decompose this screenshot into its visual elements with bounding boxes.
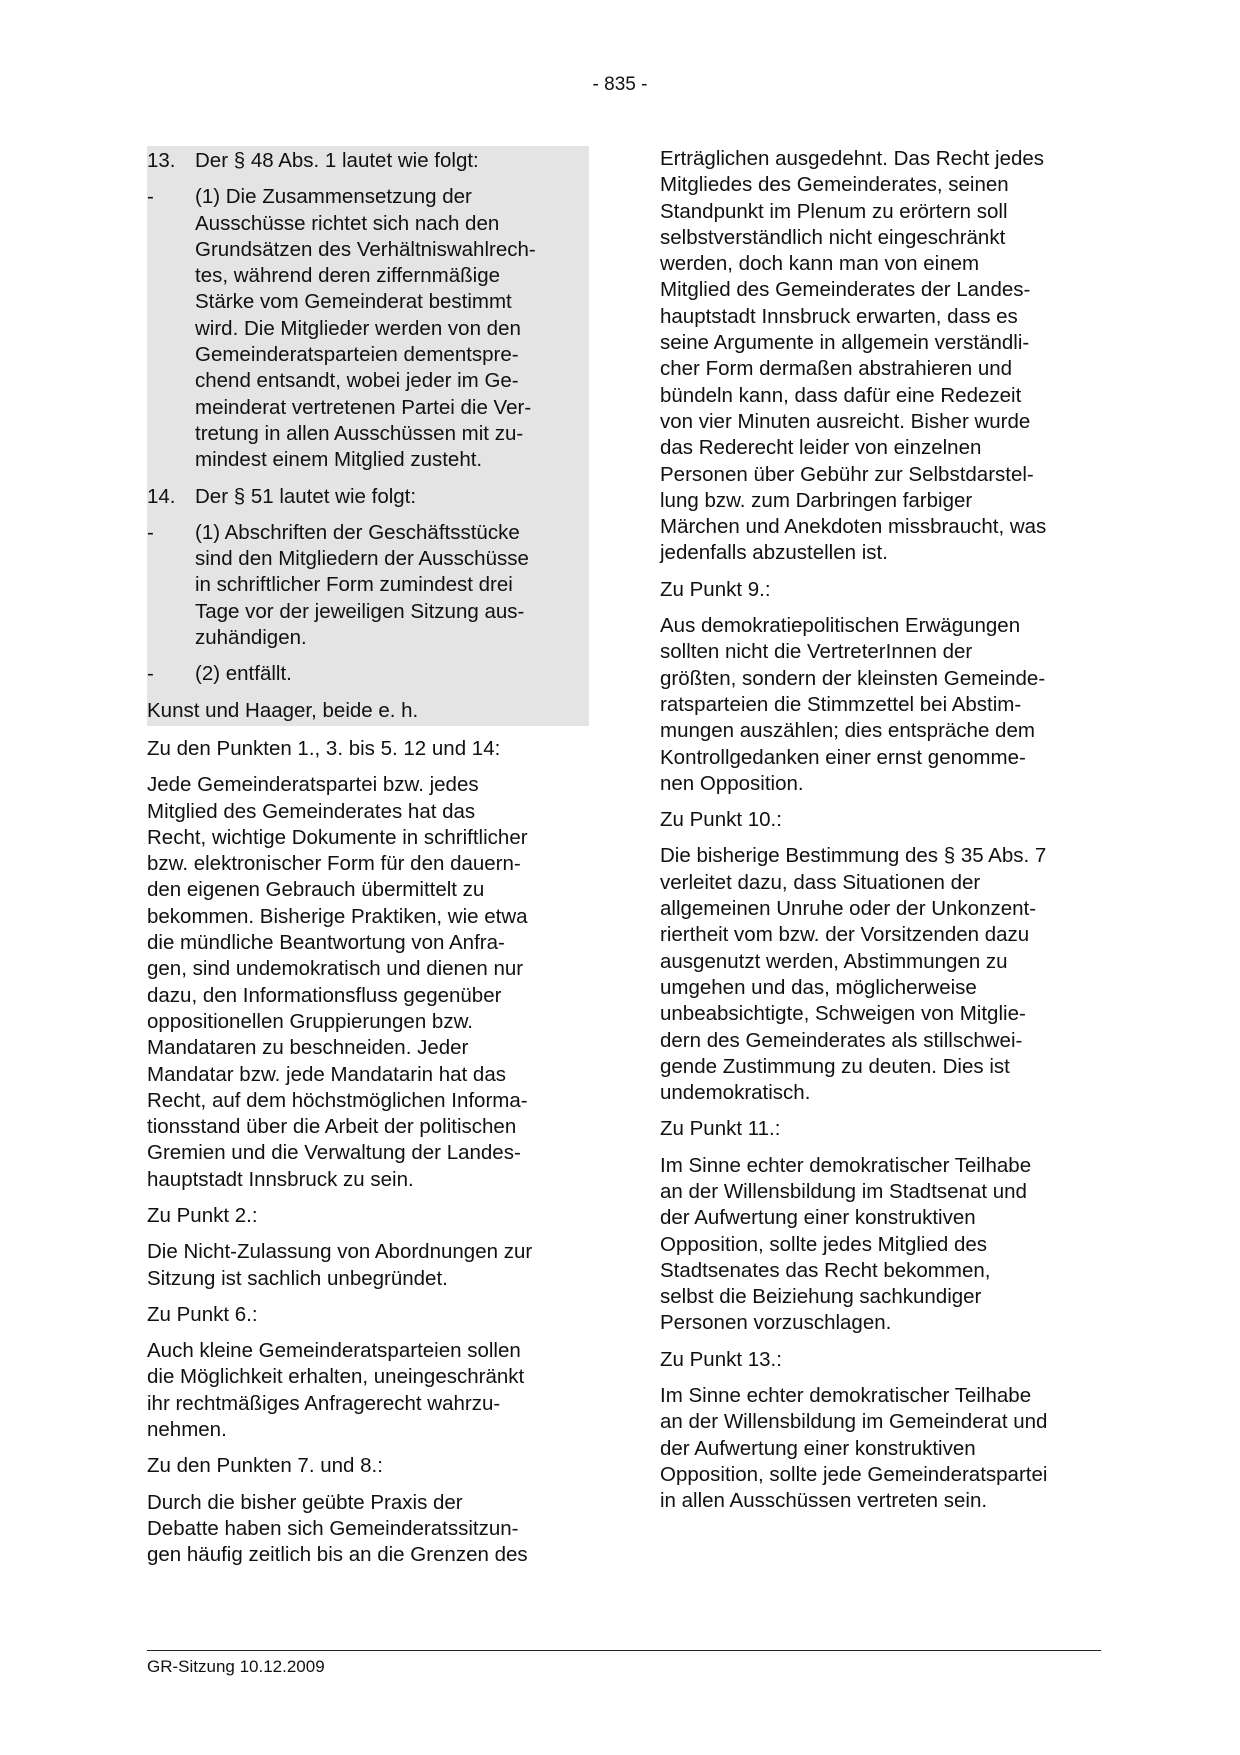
text-line: lung bzw. zum Darbringen farbiger xyxy=(660,488,973,512)
footer-divider xyxy=(147,1650,1101,1651)
text-line: bekommen. Bisherige Praktiken, wie etwa xyxy=(147,904,528,928)
text-line: Im Sinne echter demokratischer Teilhabe xyxy=(660,1153,1032,1177)
section-heading: Zu Punkt 9.: xyxy=(660,577,771,601)
text-line: Auch kleine Gemeinderatsparteien sollen xyxy=(147,1339,521,1363)
list-text: (2) entfällt. xyxy=(195,662,292,686)
text-line: zuhändigen. xyxy=(195,626,307,650)
signature: Kunst und Haager, beide e. h. xyxy=(147,698,419,722)
text-line: Mandataren zu beschneiden. Jeder xyxy=(147,1036,469,1060)
paragraph xyxy=(147,1490,589,1569)
text-line: hauptstadt Innsbruck zu sein. xyxy=(147,1167,414,1191)
text-line: der Aufwertung einer konstruktiven xyxy=(660,1206,976,1230)
text-line: allgemeinen Unruhe oder der Unkonzent- xyxy=(660,897,1037,921)
section-heading: Zu den Punkten 7. und 8.: xyxy=(147,1454,383,1478)
text-line: ausgenutzt werden, Abstimmungen zu xyxy=(660,949,1008,973)
list-text: Der § 48 Abs. 1 lautet wie folgt: xyxy=(195,149,479,172)
text-line: meinderat vertretenen Partei die Ver- xyxy=(195,395,532,419)
left-column xyxy=(147,146,589,1579)
text-line: nen Opposition. xyxy=(660,771,804,795)
text-line: hauptstadt Innsbruck erwarten, dass es xyxy=(660,304,1018,328)
text-line: Gremien und die Verwaltung der Landes- xyxy=(147,1141,521,1165)
dash-marker: - xyxy=(147,185,154,209)
text-line: tretung in allen Ausschüssen mit zu- xyxy=(195,421,524,445)
text-line: ihr rechtmäßiges Anfragerecht wahrzu- xyxy=(147,1391,501,1415)
proposal-block xyxy=(147,146,589,726)
section-heading: Zu Punkt 13.: xyxy=(660,1347,782,1371)
text-line: riertheit vom bzw. der Vorsitzenden dazu xyxy=(660,923,1030,947)
text-line: cher Form dermaßen abstrahieren und xyxy=(660,357,1013,381)
paragraph xyxy=(660,1153,1100,1337)
text-line: werden, doch kann man von einem xyxy=(660,252,980,276)
text-line: größten, sondern der kleinsten Gemeinde- xyxy=(660,666,1046,690)
right-column xyxy=(660,146,1100,1525)
text-line: den eigenen Gebrauch übermittelt zu xyxy=(147,878,485,902)
text-line: an der Willensbildung im Gemeinderat und xyxy=(660,1410,1048,1434)
text-line: tes, während deren ziffernmäßige xyxy=(195,264,501,288)
text-line: Jede Gemeinderatspartei bzw. jedes xyxy=(147,773,479,797)
section-heading: Zu Punkt 11.: xyxy=(660,1117,781,1141)
text-line: dern des Gemeinderates als stillschwei- xyxy=(660,1028,1023,1052)
text-line: dazu, den Informationsfluss gegenüber xyxy=(147,983,502,1007)
text-line: Erträglichen ausgedehnt. Das Recht jedes xyxy=(660,147,1045,170)
list-item-13-sub xyxy=(147,184,589,473)
text-line: Aus demokratiepolitischen Erwägungen xyxy=(660,614,1021,638)
paragraph xyxy=(660,843,1100,1106)
text-line: undemokratisch. xyxy=(660,1081,811,1105)
paragraph xyxy=(660,146,1100,567)
text-line: Durch die bisher geübte Praxis der xyxy=(147,1490,463,1514)
text-line: Debatte haben sich Gemeinderatssitzun- xyxy=(147,1516,519,1540)
text-line: Kontrollgedanken einer ernst genomme- xyxy=(660,745,1026,769)
text-line: Ausschüsse richtet sich nach den xyxy=(195,211,500,235)
text-line: (1) Die Zusammensetzung der xyxy=(195,185,472,209)
section-heading: Zu den Punkten 1., 3. bis 5. 12 und 14: xyxy=(147,736,501,760)
text-line: Die bisherige Bestimmung des § 35 Abs. 7 xyxy=(660,844,1047,868)
text-line: Stärke vom Gemeinderat bestimmt xyxy=(195,290,512,314)
text-line: Personen vorzuschlagen. xyxy=(660,1311,892,1335)
paragraph xyxy=(660,1383,1100,1514)
text-line: selbstverständlich nicht eingeschränkt xyxy=(660,225,1006,249)
text-line: Opposition, sollte jedes Mitglied des xyxy=(660,1232,988,1256)
text-line: oppositionellen Gruppierungen bzw. xyxy=(147,1009,473,1033)
text-line: an der Willensbildung im Stadtsenat und xyxy=(660,1179,1027,1203)
text-line: der Aufwertung einer konstruktiven xyxy=(660,1436,976,1460)
paragraph xyxy=(147,1239,589,1292)
text-line: Recht, auf dem höchstmöglichen Informa- xyxy=(147,1088,528,1112)
text-line: unbeabsichtigte, Schweigen von Mitglie- xyxy=(660,1002,1026,1026)
text-line: Mitgliedes des Gemeinderates, seinen xyxy=(660,173,1009,197)
footer-text: GR-Sitzung 10.12.2009 xyxy=(147,1657,325,1676)
text-line: sollten nicht die VertreterInnen der xyxy=(660,640,973,664)
text-line: in allen Ausschüssen vertreten sein. xyxy=(660,1489,988,1513)
text-line: chend entsandt, wobei jeder im Ge- xyxy=(195,369,519,393)
text-line: Recht, wichtige Dokumente in schriftlicher xyxy=(147,825,528,849)
text-line: Grundsätzen des Verhältniswahlrech- xyxy=(195,237,536,261)
text-line: gende Zustimmung zu deuten. Dies ist xyxy=(660,1054,1010,1078)
text-line: nehmen. xyxy=(147,1418,227,1442)
text-line: von vier Minuten ausreicht. Bisher wurde xyxy=(660,409,1031,433)
text-line: tionsstand über die Arbeit der politischen xyxy=(147,1115,517,1139)
text-line: Märchen und Anekdoten missbraucht, was xyxy=(660,515,1047,539)
list-text xyxy=(195,184,589,473)
text-line: Opposition, sollte jede Gemeinderatspartei xyxy=(660,1462,1048,1486)
text-line: gen, sind undemokratisch und dienen nur xyxy=(147,957,524,981)
list-marker: 13. xyxy=(147,149,176,172)
text-line: Personen über Gebühr zur Selbstdarstel- xyxy=(660,462,1034,486)
text-line: Sitzung ist sachlich unbegründet. xyxy=(147,1266,448,1290)
list-marker: 14. xyxy=(147,484,176,508)
dash-marker: - xyxy=(147,520,154,544)
paragraph xyxy=(147,772,589,1193)
dash-marker: - xyxy=(147,662,154,686)
text-line: Standpunkt im Plenum zu erörtern soll xyxy=(660,199,1008,223)
text-line: gen häufig zeitlich bis an die Grenzen des xyxy=(147,1543,528,1567)
text-line: Im Sinne echter demokratischer Teilhabe xyxy=(660,1384,1032,1408)
text-line: ratsparteien die Stimmzettel bei Abstim- xyxy=(660,692,1022,716)
text-line: bündeln kann, dass dafür eine Redezeit xyxy=(660,383,1022,407)
list-item-13 xyxy=(147,148,589,174)
section-heading: Zu Punkt 6.: xyxy=(147,1302,258,1326)
paragraph xyxy=(147,1338,589,1443)
text-line: Die Nicht-Zulassung von Abordnungen zur xyxy=(147,1240,533,1264)
text-line: bzw. elektronischer Form für den dauern- xyxy=(147,852,521,876)
text-line: mindest einem Mitglied zusteht. xyxy=(195,448,483,472)
list-item-14 xyxy=(147,484,589,510)
text-line: Mandatar bzw. jede Mandatarin hat das xyxy=(147,1062,506,1086)
list-text xyxy=(195,520,589,651)
list-text: Der § 51 lautet wie folgt: xyxy=(195,484,417,508)
text-line: jedenfalls abzustellen ist. xyxy=(660,541,888,565)
text-line: selbst die Beiziehung sachkundiger xyxy=(660,1285,982,1309)
text-line: verleitet dazu, dass Situationen der xyxy=(660,870,981,894)
section-heading: Zu Punkt 2.: xyxy=(147,1203,258,1227)
text-line: die Möglichkeit erhalten, uneingeschränkt xyxy=(147,1365,525,1389)
paragraph xyxy=(660,613,1100,797)
text-line: in schriftlicher Form zumindest drei xyxy=(195,573,513,597)
text-line: seine Argumente in allgemein verständli- xyxy=(660,331,1030,355)
text-line: mungen auszählen; dies entspräche dem xyxy=(660,719,1035,743)
list-item-14-sub2 xyxy=(147,661,589,687)
text-line: sind den Mitgliedern der Ausschüsse xyxy=(195,547,529,571)
page-number: - 835 - xyxy=(592,74,648,95)
text-line: umgehen und das, möglicherweise xyxy=(660,975,977,999)
text-line: Mitglied des Gemeinderates hat das xyxy=(147,799,476,823)
text-line: Mitglied des Gemeinderates der Landes- xyxy=(660,278,1031,302)
text-line: Gemeinderatsparteien dementspre- xyxy=(195,343,519,367)
text-line: die mündliche Beantwortung von Anfra- xyxy=(147,931,505,955)
text-line: Tage vor der jeweiligen Sitzung aus- xyxy=(195,599,525,623)
text-line: wird. Die Mitglieder werden von den xyxy=(195,316,521,340)
list-item-14-sub1 xyxy=(147,520,589,651)
section-heading: Zu Punkt 10.: xyxy=(660,808,782,832)
text-line: (1) Abschriften der Geschäftsstücke xyxy=(195,520,520,544)
text-line: das Rederecht leider von einzelnen xyxy=(660,436,982,460)
text-line: Stadtsenates das Recht bekommen, xyxy=(660,1258,991,1282)
